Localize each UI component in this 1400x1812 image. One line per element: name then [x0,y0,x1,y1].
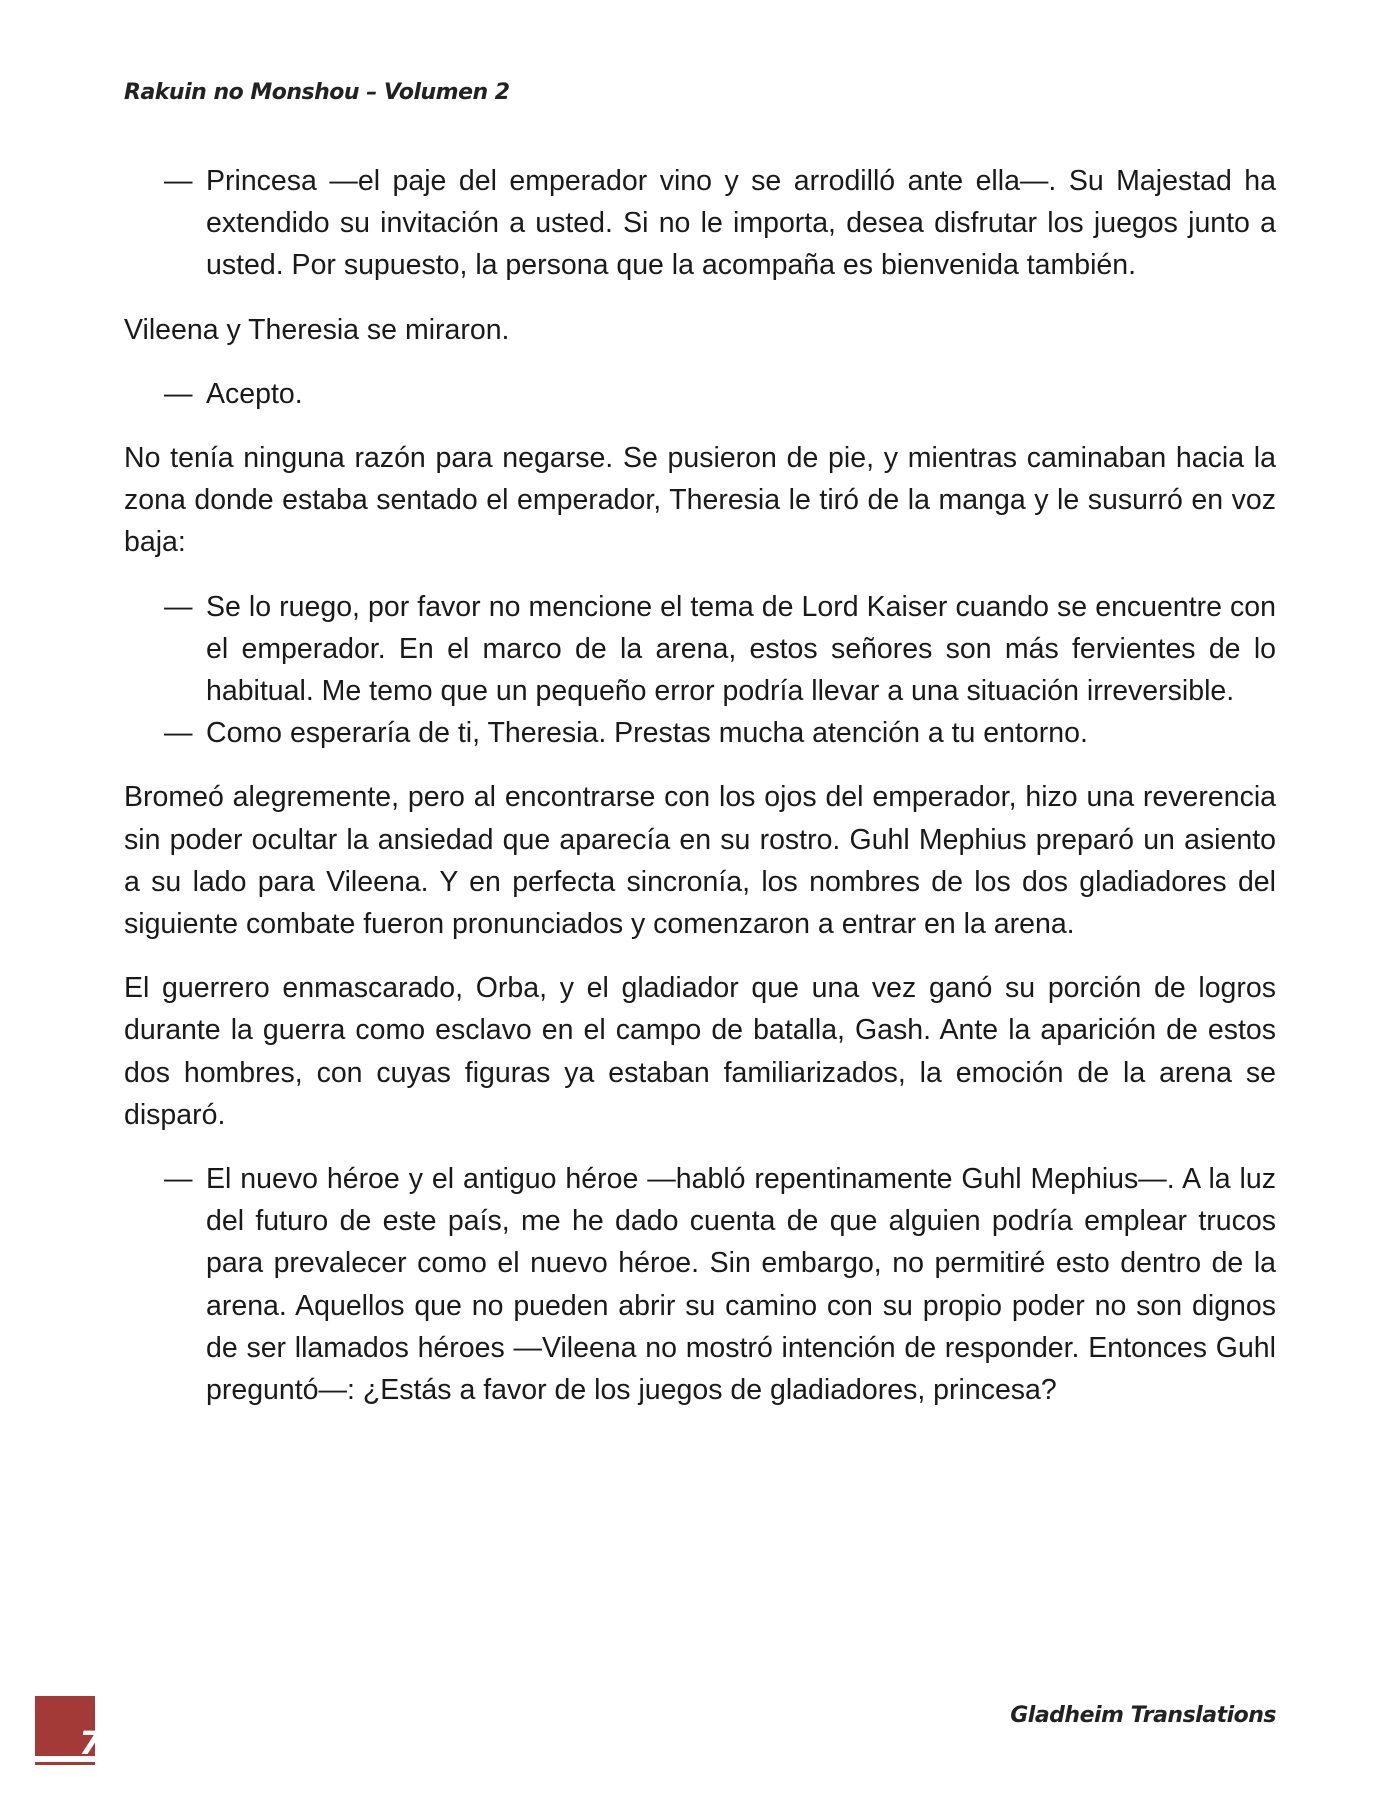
document-body [124,160,1276,1433]
dialogue-text: El nuevo héroe y el antiguo héroe —habló repentinamente Guhl Mephius—. A la luz del futuro de este país, me he dado cuenta de que alguien podría emplear trucos para prevalecer como el nuevo héroe. Sin embargo, no permitiré esto dentro de la arena. Aquellos que no pueden abrir su camino con su propio poder no son dignos de ser llamados héroes —Vileena no mostró intención de responder. Entonces Guhl preguntó—: ¿Estás a favor de los juegos de gladiadores, princesa? [206,1163,1276,1407]
paragraph: Vileena y Theresia se miraron. [124,313,510,346]
dialogue-dash: — [164,590,193,623]
dialogue-dash: — [164,717,193,750]
dialogue-line [124,373,1276,415]
dialogue-line [124,160,1276,287]
page-badge-underline [35,1762,95,1765]
paragraph: El guerrero enmascarado, Orba, y el gladiador que una vez ganó su porción de logros durante la guerra como esclavo en el campo de batalla, Gash. Ante la aparición de estos dos hombres, con cuyas figuras ya estaban familiarizados, la emoción de la arena se disparó. [124,972,1276,1131]
dialogue-block [124,586,1276,755]
dialogue-line [124,1158,1276,1411]
page-number: 7 [79,1724,102,1762]
dialogue-dash: — [164,377,193,410]
paragraph: Bromeó alegremente, pero al encontrarse con los ojos del emperador, hizo una reverencia sin poder ocultar la ansiedad que aparecía en su rostro. Guhl Mephius preparó un asiento a su lado para Vileena. Y en perfecta sincronía, los nombres de los dos gladiadores del siguiente combate fueron pronunciados y comenzaron a entrar en la arena. [124,781,1276,941]
dialogue-text: Acepto. [206,377,303,410]
page-number-badge [35,1696,102,1762]
dialogue-line [124,712,1276,754]
paragraph: No tenía ninguna razón para negarse. Se pusieron de pie, y mientras caminaban hacia la zona donde estaba sentado el emperador, Theresia le tiró de la manga y le susurró en voz baja: [124,442,1276,559]
dialogue-block [124,1158,1276,1411]
dialogue-text: Princesa —el paje del emperador vino y se arrodilló ante ella—. Su Majestad ha extendido su invitación a usted. Si no le importa, desea disfrutar los juegos junto a usted. Por supuesto, la persona que la acompaña es bienvenida también. [206,165,1276,282]
dialogue-line [124,586,1276,713]
document-header-title: Rakuin no Monshou – Volumen 2 [124,80,510,105]
dialogue-block [124,160,1276,287]
dialogue-block [124,373,1276,415]
dialogue-text: Como esperaría de ti, Theresia. Prestas mucha atención a tu entorno. [206,717,1088,750]
footer-brand: Gladheim Translations [1010,1703,1276,1728]
dialogue-dash: — [164,165,193,197]
dialogue-text: Se lo ruego, por favor no mencione el tema de Lord Kaiser cuando se encuentre con el emperador. En el marco de la arena, estos señores son más fervientes de lo habitual. Me temo que un pequeño error podría llevar a una situación irreversible. [206,590,1276,708]
dialogue-dash: — [164,1163,193,1196]
